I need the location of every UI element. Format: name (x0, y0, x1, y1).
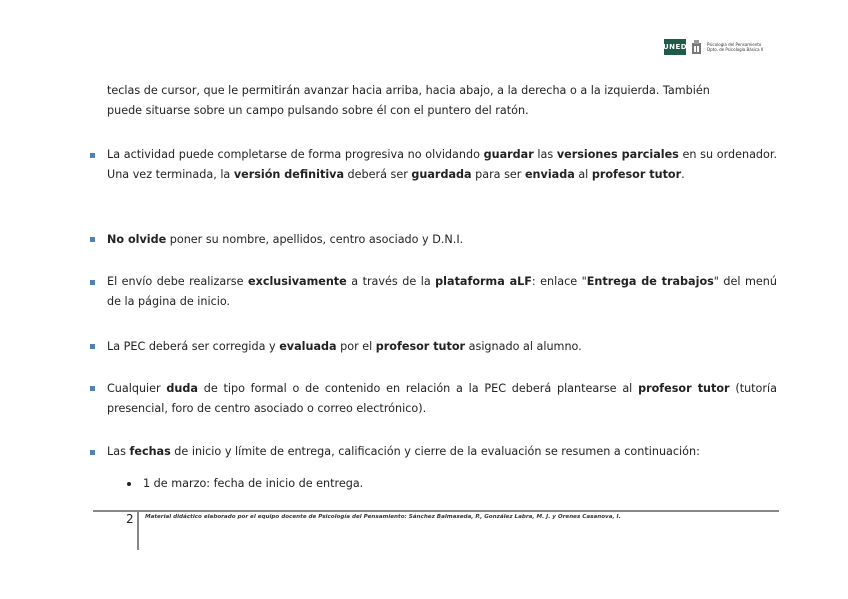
bullet-marker (90, 386, 95, 391)
footer-vertical-divider (137, 512, 139, 550)
intro-line-2: puede situarse sobre un campo pulsando sobre él con el puntero del ratón. (107, 104, 529, 117)
sub-bullet-start-date: 1 de marzo: fecha de inicio de entrega. (143, 477, 364, 490)
intro-paragraph (107, 81, 777, 121)
footer-credit: Material didáctico elaborado por el equipo docente de Psicología del Pensamiento: Sánchez Balmaseda, P., González Labra, M. J. y Orenes Casanova, I. (145, 514, 621, 520)
department-line-1: Psicología del Pensamiento (707, 42, 762, 47)
bullet-save-versions: La actividad puede completarse de forma progresiva no olvidando guardar las versiones parciales en su ordenador. Una vez terminada, la versión definitiva deberá ser guardada para ser enviada al profesor tutor. (107, 148, 777, 181)
bullet-marker (90, 237, 95, 242)
bullet-personal-data: No olvide poner su nombre, apellidos, centro asociado y D.N.I. (107, 233, 464, 246)
bullet-doubts: Cualquier duda de tipo formal o de contenido en relación a la PEC deberá plantearse al profesor tutor (tutoría presencial, foro de centro asociado o correo electrónico). (107, 382, 777, 415)
header-logos (664, 39, 763, 55)
bullet-evaluation: La PEC deberá ser corregida y evaluada por el profesor tutor asignado al alumno. (107, 340, 582, 353)
uned-logo: UNED (664, 39, 686, 55)
department-emblem-icon (691, 39, 702, 55)
bullet-marker (90, 450, 95, 455)
bullet-marker (90, 344, 95, 349)
footer-divider (93, 510, 779, 512)
department-line-2: Dpto. de Psicología Básica II (707, 47, 764, 52)
intro-line-1: teclas de cursor, que le permitirán avanzar hacia arriba, hacia abajo, a la derecha o a la izquierda. También (107, 84, 710, 97)
page-number: 2 (126, 512, 134, 526)
department-name (707, 42, 763, 52)
bullet-dates: Las fechas de inicio y límite de entrega, calificación y cierre de la evaluación se resumen a continuación: (107, 445, 700, 458)
sub-bullet-dot (127, 482, 131, 486)
bullet-marker (90, 280, 95, 285)
bullet-marker (90, 153, 95, 158)
bullet-submission-platform: El envío debe realizarse exclusivamente a través de la plataforma aLF: enlace "Entrega de trabajos" del menú de la página de inicio. (107, 275, 777, 308)
